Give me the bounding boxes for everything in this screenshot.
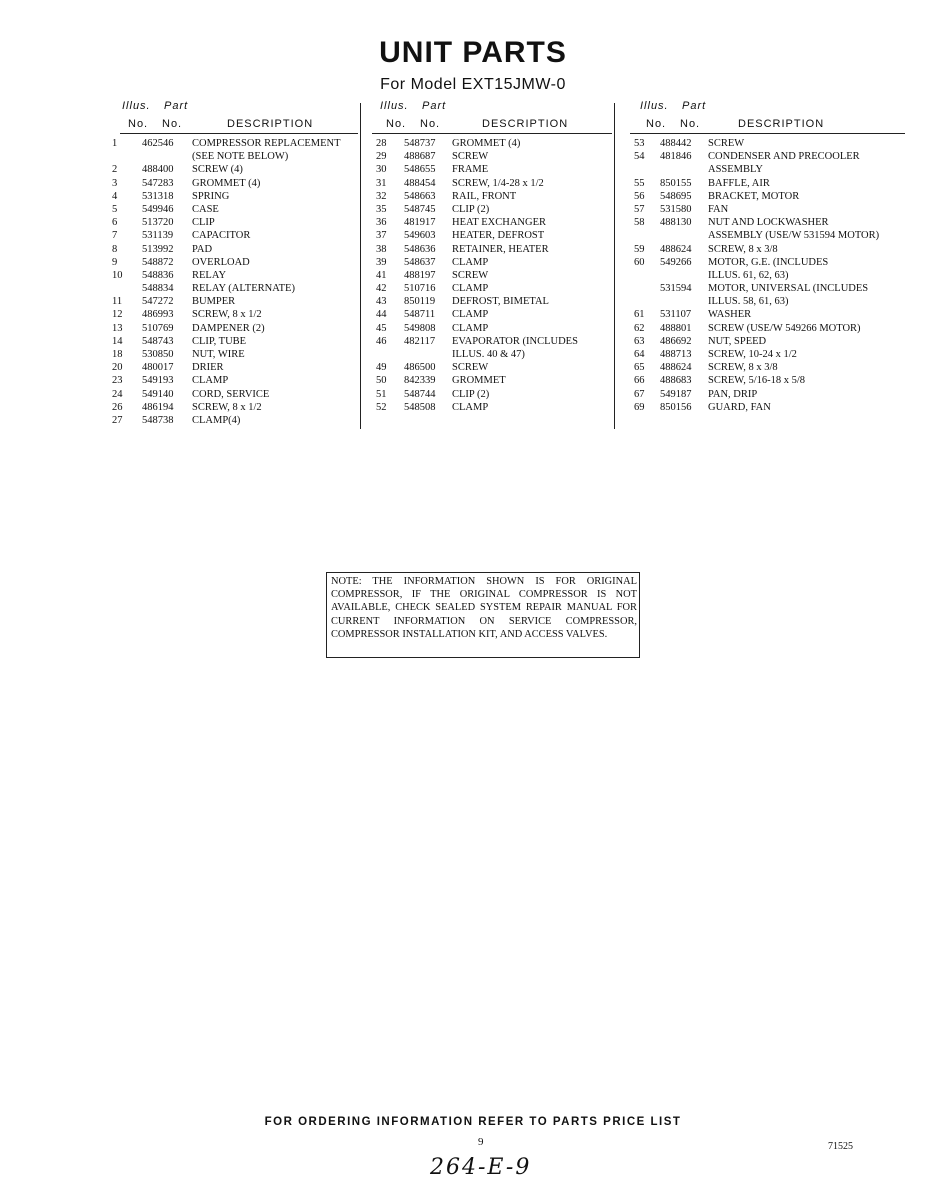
table-row [112, 150, 358, 163]
part-number: 488454 [404, 177, 436, 189]
part-description: DRIER [192, 362, 224, 374]
table-row [630, 269, 905, 282]
part-number: 548834 [142, 283, 174, 295]
header-part: Part [164, 100, 189, 112]
part-description: ILLUS. 61, 62, 63) [708, 269, 789, 281]
header-underline [372, 133, 612, 134]
illus-number: 2 [112, 164, 118, 176]
part-number: 549187 [660, 388, 692, 400]
table-row [630, 203, 905, 216]
illus-number: 30 [376, 164, 387, 176]
part-number: 510769 [142, 322, 174, 334]
header-description: DESCRIPTION [227, 118, 314, 130]
illus-number: 5 [112, 203, 118, 215]
part-description: SCREW (4) [192, 164, 243, 176]
part-number: 548836 [142, 269, 174, 281]
illus-number: 12 [112, 309, 123, 321]
table-row [630, 361, 905, 374]
part-description: (SEE NOTE BELOW) [192, 151, 289, 163]
part-number: 488130 [660, 217, 692, 229]
part-number: 482117 [404, 335, 436, 347]
illus-number: 62 [634, 322, 645, 334]
illus-number: 29 [376, 151, 387, 163]
table-row [370, 229, 612, 242]
part-description: CORD, SERVICE [192, 388, 270, 400]
illus-number: 10 [112, 269, 123, 281]
illus-number: 69 [634, 401, 645, 413]
part-description: RELAY (ALTERNATE) [192, 283, 295, 295]
part-number: 548872 [142, 256, 174, 268]
part-number: 548655 [404, 164, 436, 176]
part-description: SPRING [192, 190, 230, 202]
part-description: CLIP, TUBE [192, 335, 247, 347]
illus-number: 63 [634, 335, 645, 347]
table-row [630, 295, 905, 308]
illus-number: 28 [376, 138, 387, 149]
table-row [112, 137, 358, 150]
part-description: PAD [192, 243, 213, 255]
illus-number: 59 [634, 243, 645, 255]
part-number: 488687 [404, 151, 436, 163]
table-row [112, 388, 358, 401]
illus-number: 20 [112, 362, 123, 374]
part-description: SCREW, 8 x 1/2 [192, 309, 262, 321]
illus-number: 44 [376, 309, 387, 321]
illus-number: 43 [376, 296, 387, 308]
illus-number: 14 [112, 335, 123, 347]
part-description: SCREW [452, 362, 489, 374]
part-number: 488801 [660, 322, 692, 334]
illus-number: 18 [112, 349, 123, 360]
part-number: 531318 [142, 190, 174, 202]
table-row [370, 401, 612, 414]
table-row [112, 401, 358, 414]
table-row [370, 163, 612, 176]
table-row [370, 295, 612, 308]
part-number: 548695 [660, 190, 692, 202]
illus-number: 56 [634, 190, 645, 202]
part-description: OVERLOAD [192, 256, 250, 268]
illus-number: 26 [112, 401, 123, 413]
illus-number: 38 [376, 243, 387, 255]
part-number: 850155 [660, 177, 692, 189]
part-description: WASHER [708, 309, 752, 321]
part-description: ILLUS. 40 & 47) [452, 349, 525, 360]
part-description: DEFROST, BIMETAL [452, 296, 549, 308]
table-row [630, 322, 905, 335]
part-description: NUT, WIRE [192, 349, 245, 360]
illus-number: 57 [634, 203, 645, 215]
table-row [370, 348, 612, 361]
part-description: CONDENSER AND PRECOOLER [708, 151, 860, 163]
column-header [630, 100, 905, 134]
part-number: 549140 [142, 388, 174, 400]
table-row [370, 137, 612, 150]
part-number: 480017 [142, 362, 174, 374]
table-row [370, 256, 612, 269]
illus-number: 41 [376, 269, 387, 281]
part-number: 488400 [142, 164, 174, 176]
illus-number: 8 [112, 243, 118, 255]
table-row [112, 322, 358, 335]
part-number: 548663 [404, 190, 436, 202]
part-description: SCREW [708, 138, 745, 149]
header-illus-no: No. [646, 118, 667, 130]
illus-number: 9 [112, 256, 118, 268]
illus-number: 23 [112, 375, 123, 387]
table-row [370, 335, 612, 348]
part-description: SCREW [452, 151, 489, 163]
table-row [112, 243, 358, 256]
part-number: 462546 [142, 138, 174, 149]
part-description: BAFFLE, AIR [708, 177, 770, 189]
part-description: GUARD, FAN [708, 401, 771, 413]
part-description: CLAMP [452, 256, 489, 268]
parts-rows [370, 137, 612, 414]
illus-number: 39 [376, 256, 387, 268]
table-row [630, 229, 905, 242]
illus-number: 6 [112, 217, 118, 229]
illus-number: 1 [112, 138, 118, 149]
illus-number: 27 [112, 414, 123, 426]
part-description: CAPACITOR [192, 230, 251, 242]
header-part-no: No. [162, 118, 183, 130]
part-number: 549808 [404, 322, 436, 334]
part-number: 548744 [404, 388, 436, 400]
table-row [370, 190, 612, 203]
part-description: CLAMP [192, 375, 229, 387]
table-row [630, 401, 905, 414]
part-description: GROMMET (4) [192, 177, 261, 189]
part-number: 548745 [404, 203, 436, 215]
part-description: CLIP (2) [452, 203, 490, 215]
part-description: CLAMP [452, 401, 489, 413]
illus-number: 64 [634, 349, 645, 360]
illus-number: 24 [112, 388, 123, 400]
header-description: DESCRIPTION [738, 118, 825, 130]
table-row [112, 335, 358, 348]
part-description: SCREW, 8 x 3/8 [708, 243, 778, 255]
parts-rows [112, 137, 358, 427]
part-number: 486194 [142, 401, 174, 413]
part-description: PAN, DRIP [708, 388, 758, 400]
table-row [112, 295, 358, 308]
illus-number: 52 [376, 401, 387, 413]
part-description: SCREW, 10-24 x 1/2 [708, 349, 797, 360]
part-number: 842339 [404, 375, 436, 387]
part-description: CLAMP [452, 283, 489, 295]
table-row [112, 282, 358, 295]
column-divider [360, 103, 361, 429]
part-number: 531594 [660, 283, 692, 295]
illus-number: 42 [376, 283, 387, 295]
column-divider [614, 103, 615, 429]
header-part: Part [682, 100, 707, 112]
illus-number: 58 [634, 217, 645, 229]
header-illus: Illus. [640, 100, 669, 112]
illus-number: 7 [112, 230, 118, 242]
part-number: 510716 [404, 283, 436, 295]
part-number: 488624 [660, 243, 692, 255]
part-number: 850119 [404, 296, 436, 308]
parts-column-3 [630, 100, 905, 414]
table-row [112, 256, 358, 269]
compressor-note: NOTE: THE INFORMATION SHOWN IS FOR ORIGINAL COMPRESSOR, IF THE ORIGINAL COMPRESSOR IS NOT AVAILABLE, CHECK SEALED SYSTEM REPAIR MANUAL FOR CURRENT INFORMATION ON SERVICE COMPRESSOR, COMPRESSOR INSTALLATION KIT, AND ACCESS VALVES. [326, 572, 640, 658]
part-number: 486500 [404, 362, 436, 374]
page-number: 9 [478, 1136, 484, 1148]
table-row [112, 308, 358, 321]
part-description: FAN [708, 203, 729, 215]
part-number: 547272 [142, 296, 174, 308]
part-description: MOTOR, G.E. (INCLUDES [708, 256, 829, 268]
part-number: 549193 [142, 375, 174, 387]
header-part-no: No. [420, 118, 441, 130]
part-number: 549946 [142, 203, 174, 215]
illus-number: 66 [634, 375, 645, 387]
table-row [370, 150, 612, 163]
part-number: 547283 [142, 177, 174, 189]
illus-number: 54 [634, 151, 645, 163]
part-number: 548738 [142, 414, 174, 426]
part-number: 486993 [142, 309, 174, 321]
part-description: SCREW, 1/4-28 x 1/2 [452, 177, 544, 189]
part-number: 548743 [142, 335, 174, 347]
part-number: 488197 [404, 269, 436, 281]
table-row [630, 256, 905, 269]
part-description: GROMMET (4) [452, 138, 521, 149]
header-underline [630, 133, 905, 134]
part-description: NUT, SPEED [708, 335, 767, 347]
column-header [370, 100, 612, 134]
illus-number: 31 [376, 177, 387, 189]
table-row [630, 190, 905, 203]
illus-number: 67 [634, 388, 645, 400]
part-number: 513720 [142, 217, 174, 229]
table-row [112, 190, 358, 203]
part-description: EVAPORATOR (INCLUDES [452, 335, 578, 347]
illus-number: 45 [376, 322, 387, 334]
part-description: CLAMP [452, 309, 489, 321]
part-description: RAIL, FRONT [452, 190, 517, 202]
header-illus-no: No. [128, 118, 149, 130]
table-row [630, 137, 905, 150]
part-number: 850156 [660, 401, 692, 413]
part-description: CLAMP [452, 322, 489, 334]
part-description: RETAINER, HEATER [452, 243, 549, 255]
illus-number: 11 [112, 296, 123, 308]
table-row [112, 229, 358, 242]
illus-number: 49 [376, 362, 387, 374]
part-description: ILLUS. 58, 61, 63) [708, 296, 789, 308]
illus-number: 65 [634, 362, 645, 374]
part-description: HEATER, DEFROST [452, 230, 545, 242]
header-description: DESCRIPTION [482, 118, 569, 130]
page-title: UNIT PARTS [379, 36, 567, 69]
table-row [112, 348, 358, 361]
part-number: 488442 [660, 138, 692, 149]
illus-number: 32 [376, 190, 387, 202]
part-description: SCREW, 5/16-18 x 5/8 [708, 375, 806, 387]
illus-number: 55 [634, 177, 645, 189]
table-row [630, 163, 905, 176]
illus-number: 46 [376, 335, 387, 347]
part-number: 548637 [404, 256, 436, 268]
illus-number: 3 [112, 177, 118, 189]
table-row [370, 322, 612, 335]
document-code: 71525 [828, 1141, 853, 1152]
header-underline [120, 133, 358, 134]
part-number: 548711 [404, 309, 436, 321]
illus-number: 35 [376, 203, 387, 215]
part-description: SCREW, 8 x 3/8 [708, 362, 778, 374]
parts-rows [630, 137, 905, 414]
part-description: BUMPER [192, 296, 236, 308]
part-number: 481917 [404, 217, 436, 229]
part-number: 486692 [660, 335, 692, 347]
illus-number: 51 [376, 388, 387, 400]
table-row [370, 203, 612, 216]
part-description: COMPRESSOR REPLACEMENT [192, 138, 341, 149]
table-row [112, 163, 358, 176]
table-row [630, 308, 905, 321]
table-row [370, 243, 612, 256]
part-description: ASSEMBLY [708, 164, 763, 176]
part-description: CASE [192, 203, 219, 215]
table-row [112, 269, 358, 282]
table-row [630, 216, 905, 229]
part-description: CLAMP(4) [192, 414, 241, 426]
table-row [112, 414, 358, 427]
part-number: 548508 [404, 401, 436, 413]
table-row [630, 348, 905, 361]
part-description: DAMPENER (2) [192, 322, 265, 334]
part-description: CLIP [192, 217, 215, 229]
column-header [112, 100, 358, 134]
table-row [370, 308, 612, 321]
part-number: 549266 [660, 256, 692, 268]
illus-number: 53 [634, 138, 645, 149]
part-number: 481846 [660, 151, 692, 163]
illus-number: 36 [376, 217, 387, 229]
part-description: BRACKET, MOTOR [708, 190, 800, 202]
table-row [630, 374, 905, 387]
handwritten-annotation: 264-E-9 [430, 1155, 532, 1180]
header-illus: Illus. [122, 100, 151, 112]
part-description: CLIP (2) [452, 388, 490, 400]
illus-number: 60 [634, 256, 645, 268]
part-number: 531107 [660, 309, 692, 321]
header-illus: Illus. [380, 100, 409, 112]
illus-number: 50 [376, 375, 387, 387]
part-number: 488624 [660, 362, 692, 374]
part-description: SCREW, 8 x 1/2 [192, 401, 262, 413]
model-subtitle: For Model EXT15JMW-0 [380, 76, 566, 93]
part-number: 488683 [660, 375, 692, 387]
part-number: 531139 [142, 230, 174, 242]
table-row [630, 335, 905, 348]
table-row [112, 177, 358, 190]
part-number: 531580 [660, 203, 692, 215]
table-row [630, 388, 905, 401]
illus-number: 61 [634, 309, 645, 321]
table-row [370, 216, 612, 229]
header-illus-no: No. [386, 118, 407, 130]
header-part-no: No. [680, 118, 701, 130]
parts-column-2 [370, 100, 612, 414]
table-row [630, 243, 905, 256]
table-row [370, 388, 612, 401]
table-row [630, 177, 905, 190]
table-row [370, 269, 612, 282]
part-description: FRAME [452, 164, 489, 176]
part-number: 548737 [404, 138, 436, 149]
table-row [112, 216, 358, 229]
part-description: SCREW (USE/W 549266 MOTOR) [708, 322, 861, 334]
table-row [112, 374, 358, 387]
part-description: RELAY [192, 269, 227, 281]
table-row [370, 177, 612, 190]
table-row [112, 361, 358, 374]
part-number: 513992 [142, 243, 174, 255]
part-number: 549603 [404, 230, 436, 242]
part-description: HEAT EXCHANGER [452, 217, 547, 229]
table-row [630, 150, 905, 163]
illus-number: 13 [112, 322, 123, 334]
table-row [370, 374, 612, 387]
table-row [370, 361, 612, 374]
ordering-footer: FOR ORDERING INFORMATION REFER TO PARTS PRICE LIST [264, 1116, 682, 1128]
illus-number: 4 [112, 190, 118, 202]
table-row [630, 282, 905, 295]
part-number: 530850 [142, 349, 174, 360]
part-description: ASSEMBLY (USE/W 531594 MOTOR) [708, 230, 880, 242]
header-part: Part [422, 100, 447, 112]
parts-column-1 [112, 100, 358, 427]
part-description: MOTOR, UNIVERSAL (INCLUDES [708, 283, 869, 295]
table-row [370, 282, 612, 295]
part-description: SCREW [452, 269, 489, 281]
part-description: NUT AND LOCKWASHER [708, 217, 829, 229]
part-description: GROMMET [452, 375, 506, 387]
illus-number: 37 [376, 230, 387, 242]
part-number: 548636 [404, 243, 436, 255]
table-row [112, 203, 358, 216]
part-number: 488713 [660, 349, 692, 360]
